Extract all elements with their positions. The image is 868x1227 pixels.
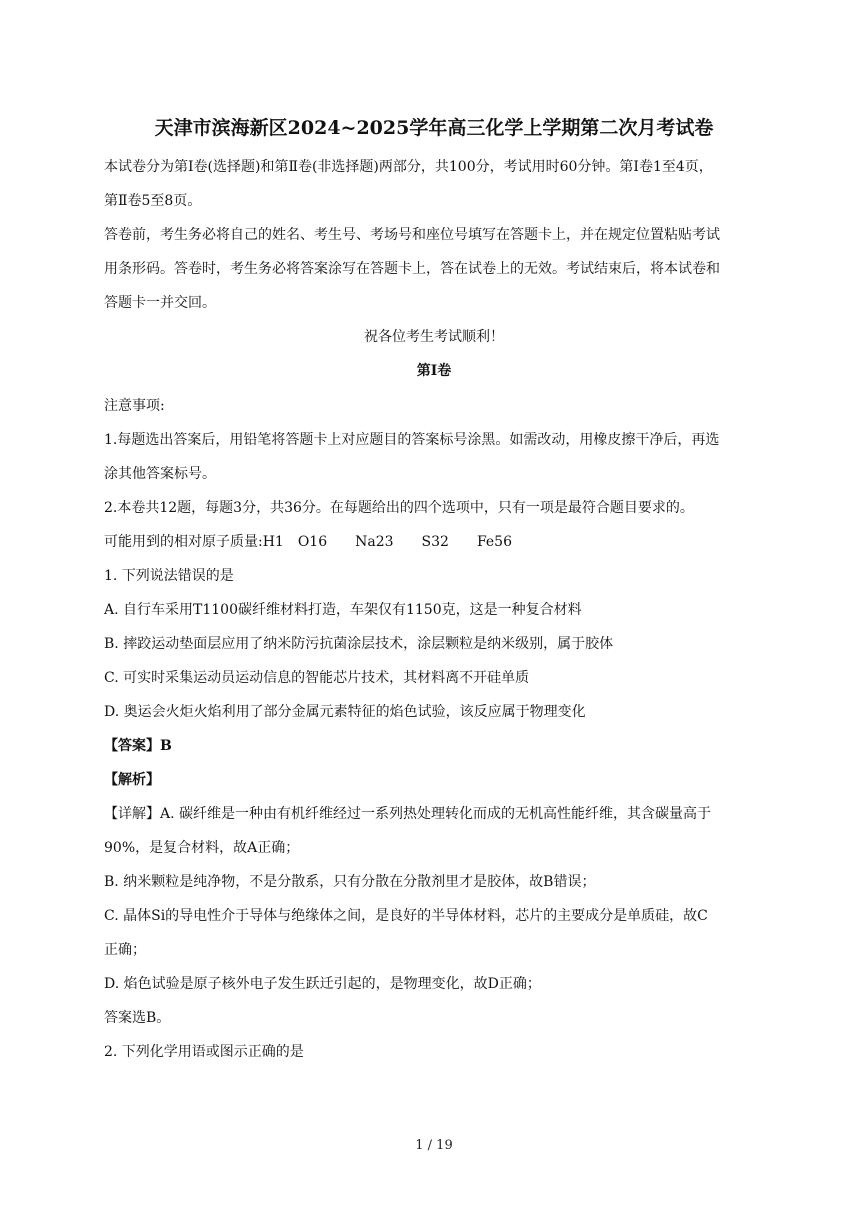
question-1-conclusion: 答案选B。 — [104, 1010, 171, 1026]
question-1-answer: 【答案】B — [104, 738, 172, 754]
exam-title: 天津市滨海新区2024~2025学年高三化学上学期第二次月考试卷 — [154, 117, 714, 139]
wish-text: 祝各位考生考试顺利！ — [364, 329, 504, 345]
question-1-analysis-line-4: C. 晶体Si的导电性介于导体与绝缘体之间，是良好的半导体材料，芯片的主要成分是单质硅，故C — [104, 908, 708, 924]
question-1-analysis-line-3: B. 纳米颗粒是纯净物，不是分散系，只有分散在分散剂里才是胶体，故B错误； — [104, 874, 596, 890]
question-1-analysis-line-6: D. 焰色试验是原子核外电子发生跃迁引起的，是物理变化，故D正确； — [104, 976, 541, 992]
question-1-analysis-line-2: 90%，是复合材料，故A正确； — [104, 840, 300, 856]
intro-line-2: 第Ⅱ卷5至8页。 — [104, 193, 202, 209]
question-1-option-c: C. 可实时采集运动员运动信息的智能芯片技术，其材料离不开硅单质 — [104, 670, 530, 686]
question-1-option-a: A. 自行车采用T1100碳纤维材料打造，车架仅有1150克，这是一种复合材料 — [104, 602, 582, 618]
question-1-analysis-line-5: 正确； — [104, 942, 146, 958]
question-1-stem: 1. 下列说法错误的是 — [104, 568, 234, 584]
notes-line-3: 2.本卷共12题，每题3分，共36分。在每题给出的四个选项中，只有一项是最符合题目要求的。 — [104, 500, 694, 516]
intro-line-1: 本试卷分为第Ⅰ卷(选择题)和第Ⅱ卷(非选择题)两部分，共100分，考试用时60分钟。第Ⅰ卷1至4页， — [104, 159, 713, 175]
intro-line-3: 答卷前，考生务必将自己的姓名、考生号、考场号和座位号填写在答题卡上，并在规定位置粘贴考试 — [104, 227, 720, 243]
notes-line-2: 涂其他答案标号。 — [104, 466, 216, 482]
atomic-mass-line: 可能用到的相对原子质量:H1 O16 Na23 S32 Fe56 — [104, 534, 512, 550]
question-2-stem: 2. 下列化学用语或图示正确的是 — [104, 1044, 304, 1060]
notes-heading: 注意事项: — [104, 398, 165, 414]
question-1-analysis-line-1: 【详解】A. 碳纤维是一种由有机纤维经过一系列热处理转化而成的无机高性能纤维，其含碳量高于 — [104, 806, 712, 822]
question-1-analysis-heading: 【解析】 — [104, 772, 160, 788]
intro-line-4: 用条形码。答卷时，考生务必将答案涂写在答题卡上，答在试卷上的无效。考试结束后，将本试卷和 — [104, 261, 720, 277]
part-title: 第Ⅰ卷 — [416, 363, 452, 379]
question-1-option-d: D. 奥运会火炬火焰利用了部分金属元素特征的焰色试验，该反应属于物理变化 — [104, 704, 586, 720]
notes-line-1: 1.每题选出答案后，用铅笔将答题卡上对应题目的答案标号涂黑。如需改动，用橡皮擦干净后，再选 — [104, 432, 720, 448]
page-number: 1 / 19 — [415, 1138, 453, 1153]
intro-line-5: 答题卡一并交回。 — [104, 295, 216, 311]
question-1-option-b: B. 摔跤运动垫面层应用了纳米防污抗菌涂层技术，涂层颗粒是纳米级别，属于胶体 — [104, 636, 614, 652]
